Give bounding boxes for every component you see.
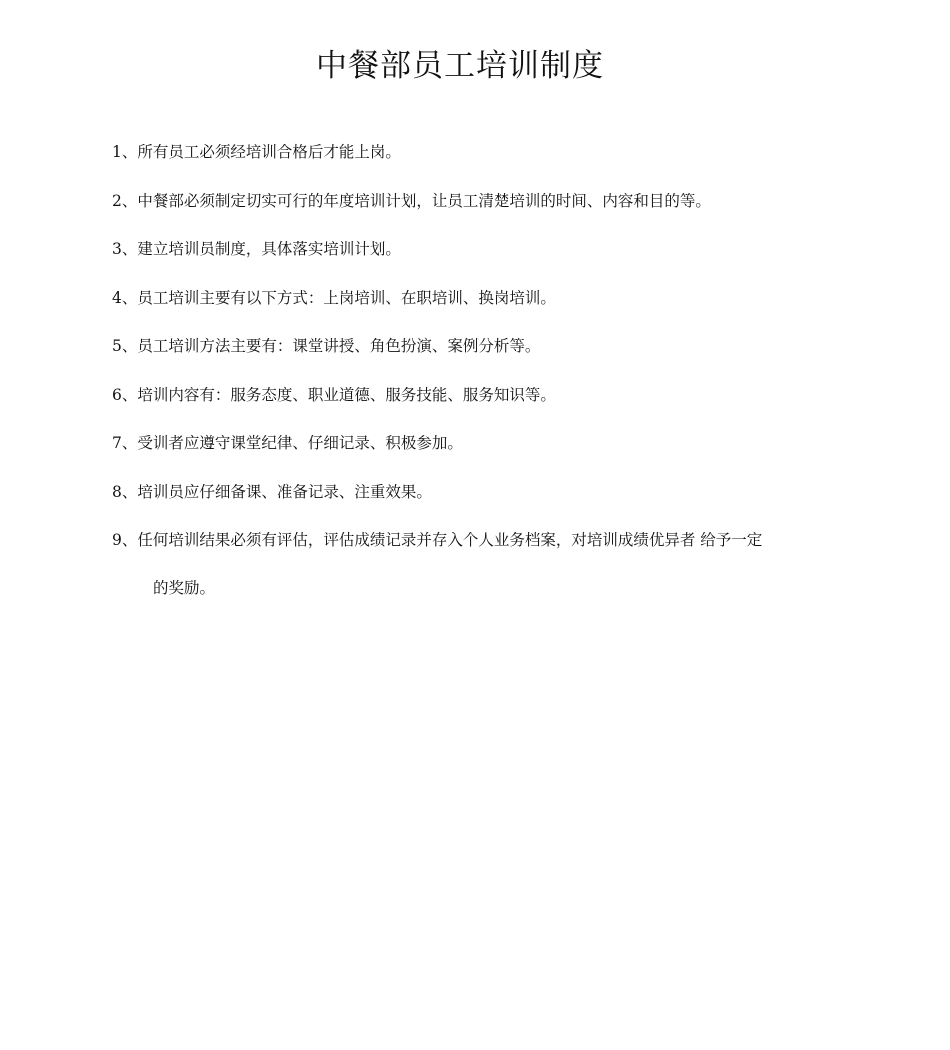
rule-text: 任何培训结果必须有评估，评估成绩记录并存入个人业务档案，对培训成绩优异者 给予一定 bbox=[137, 531, 763, 549]
rule-number: 4、 bbox=[112, 288, 138, 307]
rule-number: 1、 bbox=[112, 143, 138, 161]
rule-number: 9、 bbox=[112, 531, 138, 549]
rule-item-8 bbox=[112, 479, 852, 505]
rule-item-4 bbox=[112, 285, 852, 311]
rule-item-9 bbox=[112, 527, 852, 601]
rule-list bbox=[112, 139, 852, 624]
rule-text: 所有员工必须经培训合格后才能上岗。 bbox=[137, 143, 401, 161]
rule-number: 8、 bbox=[112, 482, 138, 501]
rule-number: 2、 bbox=[112, 191, 138, 210]
rule-item-1 bbox=[112, 139, 852, 165]
document-title: 中餐部员工培训制度 bbox=[316, 48, 604, 84]
rule-number: 6、 bbox=[112, 385, 138, 404]
rule-item-7 bbox=[112, 430, 852, 456]
rule-item-5 bbox=[112, 333, 852, 359]
rule-text: 受训者应遵守课堂纪律、仔细记录、积极参加。 bbox=[137, 434, 463, 452]
rule-text: 员工培训主要有以下方式：上岗培训、在职培训、换岗培训。 bbox=[137, 288, 556, 307]
rule-item-2 bbox=[112, 188, 852, 214]
rule-number: 5、 bbox=[112, 337, 138, 355]
rule-text: 中餐部必须制定切实可行的年度培训计划，让员工清楚培训的时间、内容和目的等。 bbox=[137, 191, 711, 210]
rule-item-3 bbox=[112, 236, 852, 262]
rule-text: 培训员应仔细备课、准备记录、注重效果。 bbox=[137, 482, 432, 501]
rule-text-continuation: 的奖励。 bbox=[153, 579, 216, 597]
rule-number: 3、 bbox=[112, 240, 138, 258]
rule-item-6 bbox=[112, 382, 852, 408]
rule-text: 建立培训员制度，具体落实培训计划。 bbox=[137, 240, 401, 258]
rule-text: 培训内容有：服务态度、职业道德、服务技能、服务知识等。 bbox=[137, 385, 556, 404]
rule-number: 7、 bbox=[112, 434, 138, 452]
rule-text: 员工培训方法主要有：课堂讲授、角色扮演、案例分析等。 bbox=[137, 337, 541, 355]
